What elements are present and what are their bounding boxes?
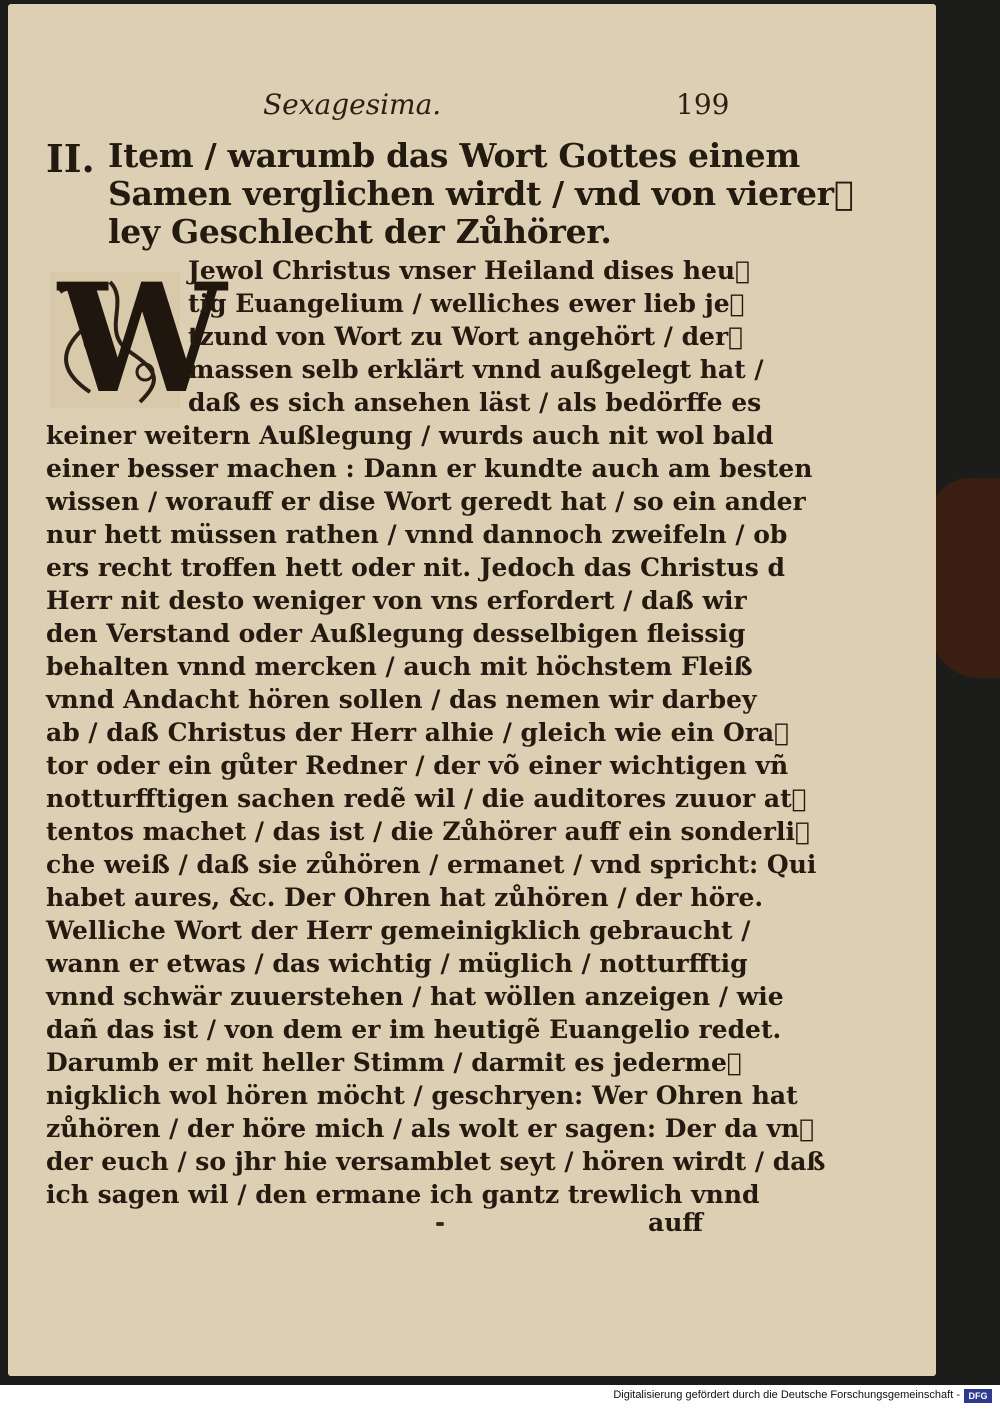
- section-numeral: II.: [46, 136, 95, 181]
- heading-line: Samen verglichen wirdt / vnd von viererٍ: [108, 174, 854, 213]
- text-line: zůhören / der höre mich / als wolt er sagen: Der da vnٍ: [46, 1114, 815, 1143]
- text-line: Jewol Christus vnser Heiland dises heuٍ: [188, 256, 751, 285]
- text-line: behalten vnnd mercken / auch mit höchstem Fleiß: [46, 652, 753, 681]
- text-line: daß es sich ansehen läst / als bedörffe es: [188, 388, 762, 417]
- text-line: den Verstand oder Außlegung desselbigen fleissig: [46, 619, 746, 648]
- text-line: nigklich wol hören möcht / geschryen: Wer Ohren hat: [46, 1081, 798, 1110]
- text-line: Welliche Wort der Herr gemeinigklich gebraucht /: [46, 916, 751, 945]
- text-line: notturfftigen sachen redẽ wil / die auditores zuuor atٍ: [46, 784, 807, 813]
- text-line: ab / daß Christus der Herr alhie / gleich wie ein Oraٍ: [46, 718, 790, 747]
- text-line: vnnd schwär zuuerstehen / hat wöllen anzeigen / wie: [46, 982, 784, 1011]
- book-page: [8, 4, 936, 1376]
- initial-letter: W: [58, 251, 227, 427]
- text-line: einer besser machen : Dann er kundte auch am besten: [46, 454, 813, 483]
- page-number: 199: [676, 88, 730, 121]
- dfg-logo: DFG: [964, 1389, 992, 1403]
- text-line: Herr nit desto weniger von vns erfordert / daß wir: [46, 586, 747, 615]
- digitization-credit: Digitalisierung gefördert durch die Deutsche Forschungsgemeinschaft -: [613, 1389, 960, 1401]
- text-line: dañ das ist / von dem er im heutigẽ Euangelio redet.: [46, 1015, 782, 1044]
- heading-lines: [108, 136, 854, 250]
- text-line: che weiß / daß sie zůhören / ermanet / vnd spricht: Qui: [46, 850, 817, 879]
- running-title: Sexagesima.: [263, 88, 442, 121]
- text-line: nur hett müssen rathen / vnnd dannoch zweifeln / ob: [46, 520, 788, 549]
- page-header: [8, 88, 936, 128]
- heading-line: Item / warumb das Wort Gottes einem: [108, 136, 800, 175]
- text-line: tentos machet / das ist / die Zůhörer auff ein sonderliٍ: [46, 817, 810, 846]
- text-line: vnnd Andacht hören sollen / das nemen wir darbey: [46, 685, 757, 714]
- text-line: tzund von Wort zu Wort angehört / derٍ: [188, 322, 744, 351]
- text-line: keiner weitern Außlegung / wurds auch nit wol bald: [46, 421, 774, 450]
- text-line: ich sagen wil / den ermane ich gantz trewlich vnnd: [46, 1180, 760, 1209]
- ink-mark: [436, 1222, 444, 1226]
- text-line: der euch / so jhr hie versamblet seyt / hören wirdt / daß: [46, 1147, 826, 1176]
- hand-shadow: [930, 478, 1000, 678]
- text-line: wissen / worauff er dise Wort geredt hat / so ein ander: [46, 487, 806, 516]
- text-line: massen selb erklärt vnnd außgelegt hat /: [188, 355, 764, 384]
- text-line: Darumb er mit heller Stimm / darmit es jedermeٍ: [46, 1048, 742, 1077]
- decorated-initial: [50, 251, 227, 427]
- text-line: habet aures, &c. Der Ohren hat zůhören / der höre.: [46, 883, 764, 912]
- text-line: tig Euangelium / welliches ewer lieb jeٍ: [188, 289, 745, 318]
- catchword: auff: [648, 1208, 703, 1237]
- text-line: ers recht troffen hett oder nit. Jedoch das Christus d: [46, 553, 785, 582]
- text-line: wann er etwas / das wichtig / müglich / notturfftig: [46, 949, 748, 978]
- text-line: tor oder ein gůter Redner / der võ einer wichtigen vñ: [46, 751, 789, 780]
- heading-line: ley Geschlecht der Zůhörer.: [108, 212, 612, 251]
